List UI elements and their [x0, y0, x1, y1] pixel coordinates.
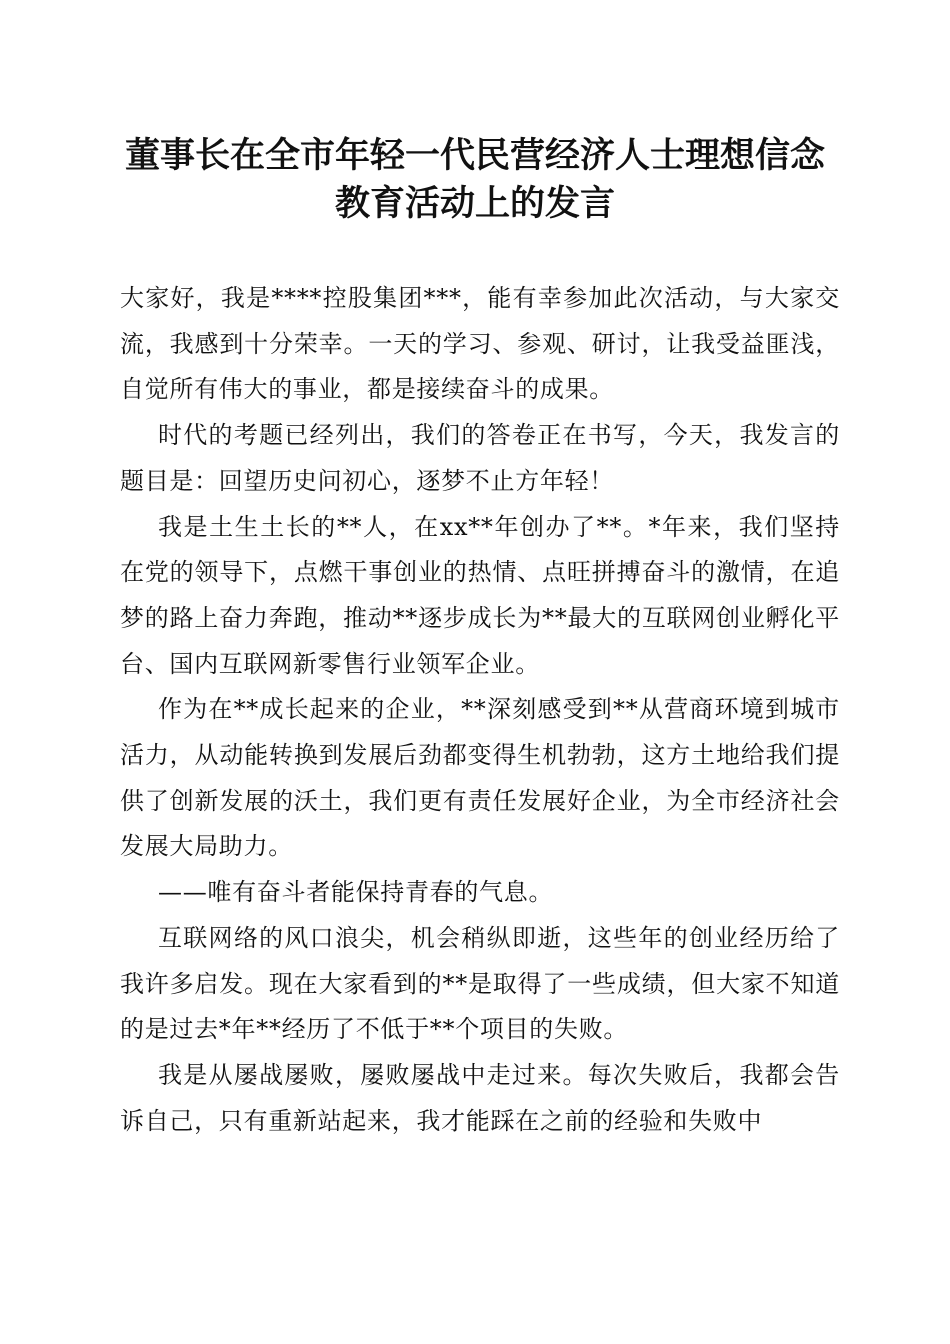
paragraph-experience: 互联网络的风口浪尖，机会稍纵即逝，这些年的创业经历给了我许多启发。现在大家看到的**是取得了一些成绩，但大家不知道的是过去*年**经历了不低于**个项目的失败。	[120, 923, 840, 1044]
paragraph-topic: 时代的考题已经列出，我们的答卷正在书写，今天，我发言的题目是：回望历史问初心，逐梦不止方年轻！	[120, 421, 840, 495]
paragraph-city-environment: 作为在**成长起来的企业，**深刻感受到**从营商环境到城市活力，从动能转换到发展后劲都变得生机勃勃，这方土地给我们提供了创新发展的沃土，我们更有责任发展好企业，为全市经济社会发展大局助力。	[120, 695, 840, 861]
paragraph-greeting: 大家好，我是****控股集团***，能有幸参加此次活动，与大家交流，我感到十分荣幸。一天的学习、参观、研讨，让我受益匪浅，自觉所有伟大的事业，都是接续奋斗的成果。	[120, 284, 840, 404]
document-title	[100, 132, 850, 228]
paragraph-subheading: ——唯有奋斗者能保持青春的气息。	[158, 878, 554, 907]
paragraph-company-intro: 我是土生土长的**人，在xx**年创办了**。*年来，我们坚持在党的领导下，点燃干事创业的热情、点旺拼搏奋斗的激情，在追梦的路上奋力奔跑，推动**逐步成长为**最大的互联网创业孵化平台、国内互联网新零售行业领军企业。	[120, 512, 840, 678]
title-line-1: 董事长在全市年轻一代民营经济人士理想信念	[124, 135, 825, 176]
paragraph-perseverance: 我是从屡战屡败，屡败屡战中走过来。每次失败后，我都会告诉自己，只有重新站起来，我才能踩在之前的经验和失败中	[120, 1060, 840, 1135]
title-line-2: 教育活动上的发言	[334, 183, 615, 224]
document-body	[120, 276, 840, 1144]
